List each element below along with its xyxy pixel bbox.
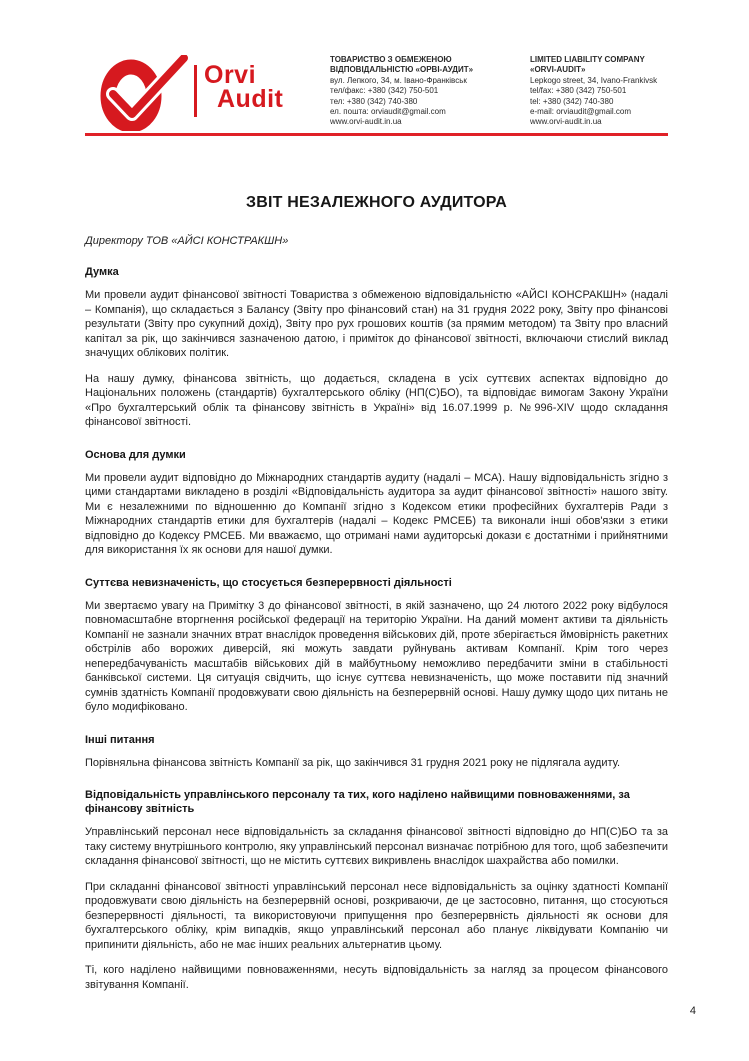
company-telfax-en: tel/fax: +380 (342) 750-501 [530, 86, 627, 96]
company-name-uk-line1: ТОВАРИСТВО З ОБМЕЖЕНОЮ [330, 55, 452, 64]
company-email-en: e-mail: orviaudit@gmail.com [530, 107, 632, 117]
company-info-english [530, 55, 715, 128]
company-tel-uk: тел: +380 (342) 740-380 [330, 96, 418, 106]
company-website-en: www.orvi-audit.in.ua [530, 117, 602, 127]
company-email-uk: ел. пошта: orviaudit@gmail.com [330, 107, 446, 117]
section-heading: Інші питання [85, 733, 155, 746]
section-opinion [85, 265, 668, 430]
paragraph: Ті, кого наділено найвищими повноваженнями, несуть відповідальність за нагляд за процесом фінансового звітування Компанії. [85, 964, 668, 991]
company-address-en: Lepkogo street, 34, Ivano-Frankivsk [530, 75, 658, 85]
section-material-uncertainty [85, 576, 668, 715]
company-telfax-uk: тел/факс: +380 (342) 750-501 [330, 86, 439, 96]
section-other-matters [85, 733, 668, 771]
page-number: 4 [689, 1005, 696, 1017]
letterhead [0, 0, 749, 133]
company-tel-en: tel: +380 (342) 740-380 [530, 96, 614, 106]
section-heading: Думка [85, 266, 119, 278]
company-logo [100, 55, 330, 131]
paragraph: Управлінський персонал несе відповідальність за складання фінансової звітності відповідно до НП(С)БО та за таку систему внутрішнього контролю, яку управлінський персонал визначає потрібною для того, щоб забезпечити складання фінансової звітності, що не містить суттєвих викривлень внаслідок шахрайства або помилки. [85, 826, 668, 867]
logo-divider [194, 65, 197, 117]
company-name-en-line2: «ORVI-AUDIT» [530, 65, 586, 75]
company-name-en-line1: LIMITED LIABILITY COMPANY [530, 55, 645, 64]
paragraph: Ми звертаємо увагу на Примітку 3 до фінансової звітності, в якій зазначено, що 24 лютого 2022 року відбулося повномасштабне вторгнення російської федерації на територію України. На даний момент активи та діяльність Компанії не зазнали значних втрат внаслідок проведення військових дій, проте зберігається ймовірність ракетних обстрілів або ворожих диверсій, які можуть завдати руйнувань активам Компанії. Крім того через непередбачуваність масштабів військових дій в майбутньому неможливо передбачити зміни в стабільності банківської системи. Ця ситуація свідчить, що існує суттєва невизначеність, що може поставити під значний сумнів здатність Компанії продовжувати свою діяльність на безперервній основі. Нашу думку щодо цих питань не було модифіковано. [85, 599, 668, 713]
header-separator-rule [85, 133, 668, 136]
logo-wordmark [204, 63, 283, 111]
company-name-uk-line2: ВІДПОВІДАЛЬНІСТЮ «ОРВІ-АУДИТ» [330, 65, 474, 75]
document-title: ЗВІТ НЕЗАЛЕЖНОГО АУДИТОРА [246, 194, 507, 211]
section-heading: Суттєва невизначеність, що стосується безперервності діяльності [85, 576, 452, 589]
company-website-uk: www.orvi-audit.in.ua [330, 117, 402, 127]
paragraph: Ми провели аудит фінансової звітності Товариства з обмеженою відповідальністю «АЙСІ КОНСРАКШН» (надалі – Компанія), що складається з Балансу (Звіту про фінансовий стан) на 31 грудня 2022 року, Звіту про фінансові результати (Звіту про сукупний дохід), Звіту про рух грошових коштів (за прямим методом) та Звіту про власний капітал за рік, що закінчився зазначеною датою, і приміток до фінансової звітності, включаючи стислий виклад значущих облікових політик. [85, 289, 668, 359]
section-heading: Основа для думки [85, 448, 186, 461]
company-address-uk: вул. Лепкого, 34, м. Івано-Франківськ [330, 75, 467, 85]
logo-word-audit: Audit [217, 85, 284, 113]
orvi-audit-logo-icon [100, 55, 192, 131]
paragraph: При складанні фінансової звітності управлінський персонал несе відповідальність за оцінку здатності Компанії продовжувати свою діяльність на безперервній основі, розкриваючи, де це застосовно, питання, що стосуються безперервності діяльності, та використовуючи припущення про безперервність діяльності як основи для бухгалтерського обліку, крім випадків, якщо управлінський персонал або планує ліквідувати Компанію чи припинити діяльність, або не має інших реальних альтернатив цьому. [85, 880, 668, 951]
paragraph: Ми провели аудит відповідно до Міжнародних стандартів аудиту (надалі – МСА). Нашу відповідальність згідно з цими стандартами викладено в розділі «Відповідальність аудитора за аудит фінансової звітності» нашого звіту. Ми є незалежними по відношенню до Компанії згідно з Кодексом етики професійних бухгалтерів Ради з Міжнародних стандартів етики для бухгалтерів (надалі – Кодекс РМСЕБ) та виконали інші обов'язки з етики відповідно до Кодексу РМСЕБ. Ми вважаємо, що отримані нами аудиторські докази є достатніми і прийнятними для використання їх як основи для нашої думки. [85, 471, 668, 556]
paragraph: На нашу думку, фінансова звітність, що додається, складена в усіх суттєвих аспектах відповідно до Національних положень (стандартів) бухгалтерського обліку (НП(С)БО), та відповідає вимогам Закону України «Про бухгалтерський облік та фінансову звітність в Україні» від 16.07.1999 р. №996-XIV щодо складання фінансової звітності. [85, 372, 668, 428]
section-heading: Відповідальність управлінського персоналу та тих, кого наділено найвищими повноваженнями, за фінансову звітність [85, 789, 630, 815]
section-basis-for-opinion [85, 448, 668, 558]
logo-word-orvi: Orvi [204, 61, 257, 89]
report-body [85, 194, 668, 992]
paragraph: Порівняльна фінансова звітність Компанії за рік, що закінчився 31 грудня 2021 року не підлягала аудиту. [85, 756, 621, 769]
section-management-responsibility [85, 788, 668, 992]
addressee-line: Директору ТОВ «АЙСІ КОНСТРАКШН» [85, 235, 289, 247]
company-info-ukrainian [330, 55, 530, 128]
